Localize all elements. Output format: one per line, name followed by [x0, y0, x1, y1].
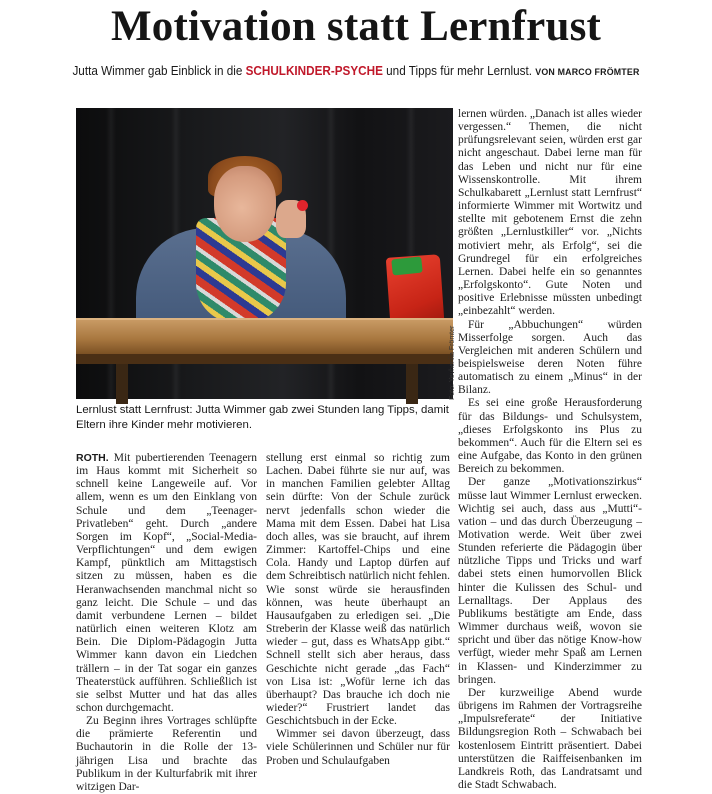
- paragraph: Der ganze „Motivationszirkus“ müsse laut Wimmer Lernlust erwecken. Wichtig sei auch, dass aus „Mutti“-vation – und das durch Überzeugung – Motivation werde. Weit über zwei Stunden referierte die Pädagogin über nützliche Tipps und Tricks und warf dabei stets einen humorvollen Blick hinter die Kulissen des Schul- und Lernalltags. Der Applaus des Publikums bestätigte am Ende, dass Wimmer durchaus weiß, wovon sie spricht und über das nötige Know-how verfügt, wieder mehr Spaß am Lernen in Klassen- und Kinderzimmer zu bringen.: [458, 476, 642, 686]
- dateline: ROTH.: [76, 452, 109, 464]
- subline-text-end: und Tipps für mehr Lernlust.: [382, 64, 533, 78]
- article-photo: [76, 108, 453, 399]
- paragraph: Für „Abbuchungen“ würden Misserfolge sorgen. Auch das Vergleichen mit anderen Schülern und beispielsweise deren Noten führe automatisch zu einem „Minus“ in der Bilanz.: [458, 318, 642, 397]
- paragraph: Der kurzweilige Abend wurde übrigens im Rahmen der Vortragsreihe „Impulsreferate“ der Initiative Bildungsregion Roth – Schwabach bei kostenlosem Eintritt präsentiert. Dabei unterstützen die Raiffeisenbanken im Landkreis Roth, das Landratsamt und die Stadt Schwabach.: [458, 686, 642, 791]
- paragraph: Es sei eine große Herausforderung für das Bildungs- und Schulsystem, „dieses Erfolgskonto ins Plus zu bekommen“. Auch für die Eltern sei es eine Aufgabe, das Konto in den grünen Bereich zu bekommen.: [458, 397, 642, 476]
- subline-text: Jutta Wimmer gab Einblick in die: [72, 64, 246, 78]
- article-column-2: [266, 452, 450, 768]
- headline: Motivation statt Lernfrust: [110, 3, 602, 50]
- paragraph: stellung erst einmal so richtig zum Lachen. Dabei führte sie nur auf, was in manchen Familien gelebter Alltag sein dürfte: Von der Schule zurück nervt jedenfalls schon wieder die Mama mit dem Essen. Dabei hat Lisa doch alles, was sie braucht, auf ihrem Zimmer: Kartoffel-Chips und eine Cola. Handy und Laptop dürfen auf dem Schreibtisch natürlich nicht fehlen. Wie sonst würde sie herausfinden können, was heute überhaupt an Hausaufgaben zu erledigen sei. „Die Streberin der Klasse weiß das natürlich wieder – gut, dass es WhatsApp gibt.“ Schnell stellt sich aber heraus, dass Geschichte nicht gerade „das Fach“ von Lisa ist: „Wofür lerne ich das überhaupt? Das brauche ich doch nie wieder?“ Frustriert landet das Geschichtsbuch in der Ecke.: [266, 452, 450, 728]
- photo-credit: Foto: Yevheniia Frömter: [449, 325, 456, 400]
- subline-highlight: SCHULKINDER-PSYCHE: [245, 64, 383, 78]
- paragraph: Wimmer sei davon überzeugt, dass viele Schülerinnen und Schüler nur für Proben und Schulaufgaben: [266, 728, 450, 767]
- paragraph: lernen würden. „Danach ist alles wieder vergessen.“ Themen, die nicht prüfungsrelevant seien, würden erst gar nicht angeschaut. Dabei lerne man für das Leben und nicht nur für eine Wissenskontrolle. Mit ihrem Schulkabarett „Lernlust statt Lernfrust“ informierte Wimmer mit Wortwitz und stellte mit gebotenem Ernst die zehn größten „Lernlustkiller“ vor. „Nichts motiviert mehr, als Erfolg“, sei die Grundregel für ein erfolgreiches Lernen. Dabei helfe ein so genanntes „Erfolgskonto“. Gute Noten und positive Erlebnisse müssten unbedingt „einbezahlt“ werden.: [458, 108, 642, 318]
- author-byline: VON MARCO FRÖMTER: [535, 67, 640, 78]
- paragraph: Zu Beginn ihres Vortrages schlüpfte die prämierte Referentin und Buchautorin in die Rolle der 13-jährigen Lisa und brachte das Publikum in der Kulturfabrik mit ihrer witzigen Dar-: [76, 715, 257, 793]
- paragraph: [76, 452, 257, 715]
- article-column-1: [76, 452, 257, 794]
- article-column-3: [458, 108, 642, 792]
- photo-caption: Lernlust statt Lernfrust: Jutta Wimmer gab zwei Stunden lang Tipps, damit Eltern ihre Kinder mehr motivieren.: [76, 404, 449, 431]
- subline: [25, 62, 687, 82]
- paragraph-text: Mit pubertierenden Teenagern im Haus kommt mit Sicherheit so schnell keine Langeweile auf. Vor allem, wenn es um den Einklang von Schule und dem „Teenager-Privatleben“ geht. Durch „andere Sorgen im Kopf“, „Social-Media-Verpflichtungen“ und dem ewigen Kampf, pünktlich am Mittagstisch sitzen zu müssen, haben es die Heranwachsenden manchmal nicht so ganz leicht. Die Schule – und das damit verbundene Lernen – bildet natürlich einen weiteren Klotz am Bein. Die Diplom-Pädagogin Jutta Wimmer kann davon ein Liedchen trällern – in der Tat sogar ein ganzes Theaterstück aufführen. Schließlich ist sie selbst Mutter und hat das alles schon durchgemacht.: [76, 452, 257, 714]
